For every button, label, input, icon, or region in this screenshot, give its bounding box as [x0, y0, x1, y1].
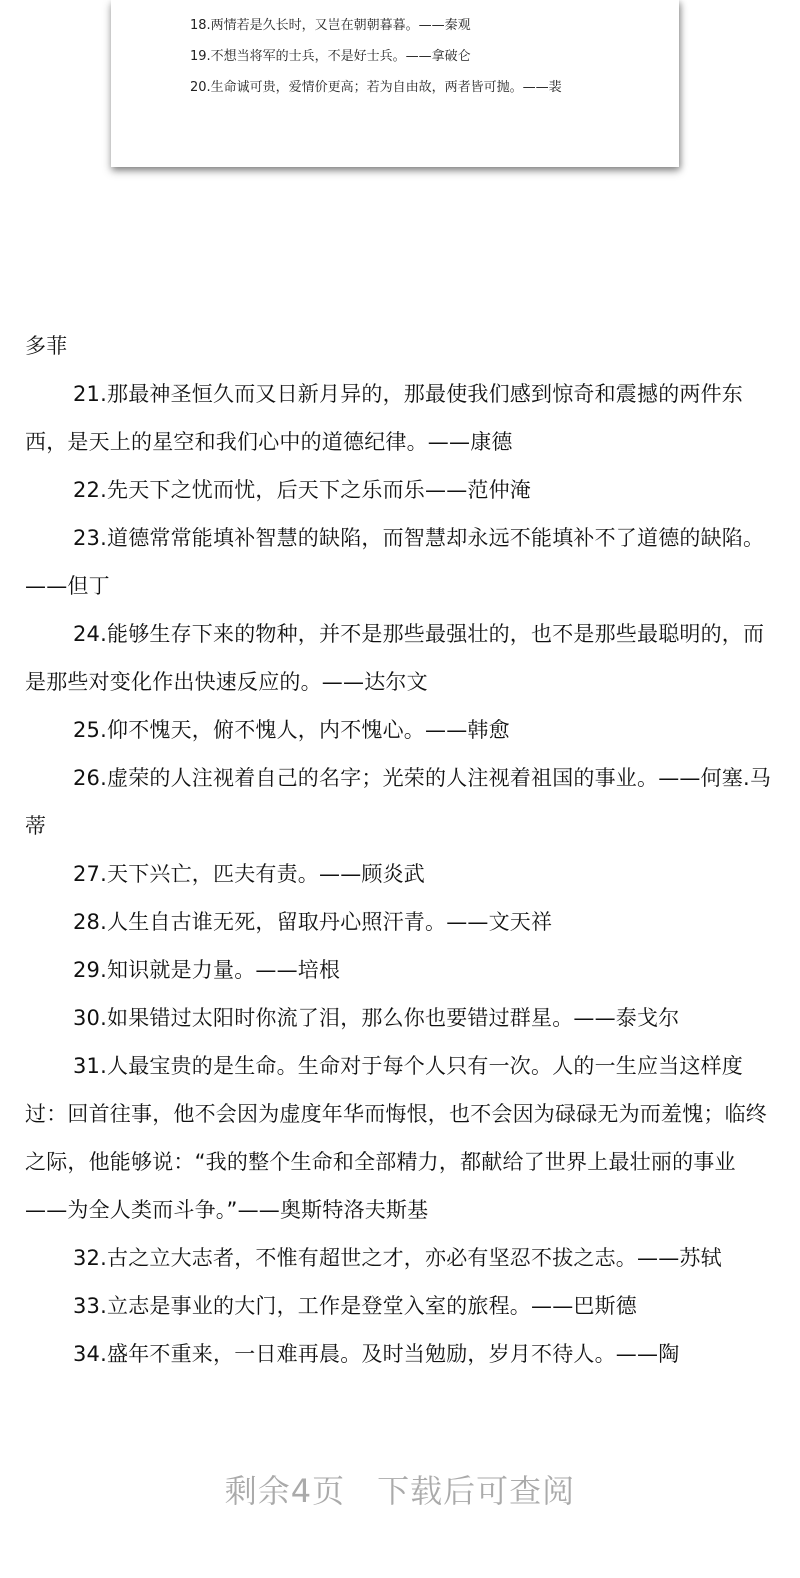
quote-line: 19.不想当将军的士兵，不是好士兵。——拿破仑 [190, 49, 471, 64]
paragraph: 24.能够生存下来的物种，并不是那些最强壮的，也不是那些最聪明的，而是那些对变化作出快速反应的。——达尔文 [25, 622, 765, 694]
paragraph: 21.那最神圣恒久而又日新月异的，那最使我们感到惊奇和震撼的两件东西，是天上的星空和我们心中的道德纪律。——康德 [25, 382, 743, 454]
remaining-pages-label: 剩余4页 [224, 1472, 346, 1510]
paragraph: 23.道德常常能填补智慧的缺陷，而智慧却永远不能填补不了道德的缺陷。——但丁 [25, 526, 765, 598]
paragraph: 30.如果错过太阳时你流了泪，那么你也要错过群星。——泰戈尔 [73, 1006, 680, 1030]
quote-line: 18.两情若是久长时，又岂在朝朝暮暮。——秦观 [190, 18, 471, 33]
paragraph: 28.人生自古谁无死，留取丹心照汗青。——文天祥 [73, 910, 553, 934]
paragraph: 33.立志是事业的大门，工作是登堂入室的旅程。——巴斯德 [73, 1294, 637, 1318]
paragraph: 31.人最宝贵的是生命。生命对于每个人只有一次。人的一生应当这样度过：回首往事，他不会因为虚度年华而悔恨，也不会因为碌碌无为而羞愧；临终之际，他能够说：“我的整个生命和全部精力，都献给了世界上最壮丽的事业——为全人类而斗争。”——奥斯特洛夫斯基 [25, 1054, 767, 1222]
paragraph: 22.先天下之忧而忧，后天下之乐而乐——范仲淹 [73, 478, 531, 502]
document-body [25, 322, 775, 1378]
paragraph: 34.盛年不重来，一日难再晨。及时当勉励，岁月不待人。——陶 [73, 1342, 680, 1366]
download-prompt[interactable] [0, 1466, 800, 1512]
page-preview-text [190, 10, 562, 103]
paragraph: 32.古之立大志者，不惟有超世之才，亦必有坚忍不拔之志。——苏轼 [73, 1246, 722, 1270]
quote-line: 20.生命诚可贵，爱情价更高；若为自由故，两者皆可抛。——裴 [190, 80, 562, 95]
paragraph: 26.虚荣的人注视着自己的名字；光荣的人注视着祖国的事业。——何塞.马蒂 [25, 766, 772, 838]
download-hint-label[interactable]: 下载后可查阅 [377, 1472, 576, 1510]
document-page-preview [111, 0, 679, 167]
paragraph: 27.天下兴亡，匹夫有责。——顾炎武 [73, 862, 425, 886]
paragraph: 多菲 [25, 334, 68, 358]
paragraph: 29.知识就是力量。——培根 [73, 958, 341, 982]
paragraph: 25.仰不愧天，俯不愧人，内不愧心。——韩愈 [73, 718, 510, 742]
